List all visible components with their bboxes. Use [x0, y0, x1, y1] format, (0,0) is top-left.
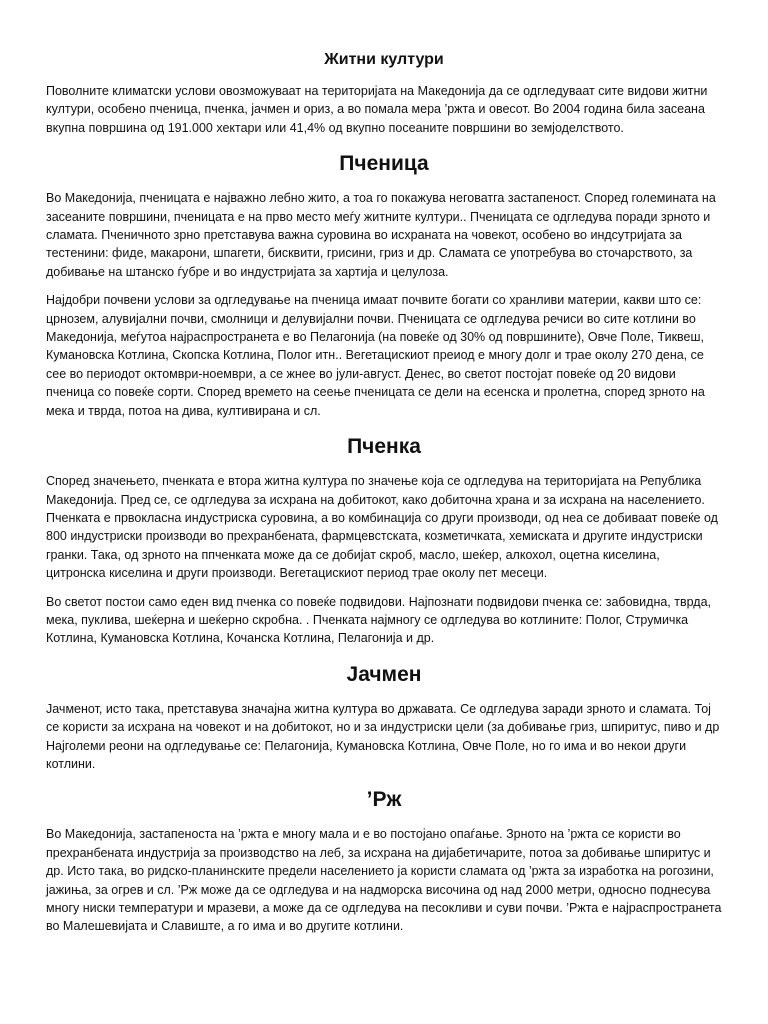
section-heading-rye: ’Рж [366, 788, 402, 812]
corn-paragraph-1: Според значењето, пченката е втора житна култура по значење која се одгледува на територијата на Република Македонија. Пред се, се одгледува за исхрана на добитокот, како добиточна храна и за исхрана на населението. Пченката е првокласна индустриска суровина, а во комбинација со други производи, од неа се добиваат повеќе од 800 индустриски производи во прехранбената, фармцевстската, козметичката, хемиската и другите индустриски гранки. Така, од зрното на ппченката може да се добијат скроб, масло, шеќер, алкохол, оцетна киселина, цитронска киселина и други производи. Вегетацискиот период трае околу пет месеци. [46, 474, 718, 581]
barley-paragraph-1: Јачменот, исто така, претставува значајна житна култура во државата. Се одгледува заради зрното и сламата. Тој се користи за исхрана на човекот и на добитокот, но и за индустриски цели (за добивање гриз, шпиритус, пиво и др Најголеми реони на одгледување се: Пелагонија, Кумановска Котлина, Овче Поле, но го има и во некои други котлини. [46, 701, 720, 771]
wheat-paragraph-1: Во Македонија, пченицата е најважно лебно жито, а тоа го покажува неговатга застапеност. Според големината на засеаните површини, пченицата е на прво место меѓу житните култури.. Пченицата се одгледува поради зрното и сламата. Пченичното зрно претставува важна суровина во исхраната на човекот, особено во индсутријата за тестенини: фиде, макарони, шпагети, бисквити, грисини, гриз и др. Сламата се употребува во сточарството, за добивање на штанско ѓубре и во индустријата за хартија и целулоза. [46, 191, 716, 279]
intro-paragraph: Поволните климатски услови овозможуваат на територијата на Македонија да се одгледуваат сите видови житни култури, особено пченица, пченка, јачмен и ориз, а во помала мера ’ржта и овесот. Во 2004 година била засеана вкупна површина од 191.000 хектари или 41,4% од вкупно посеаните површини во земјоделството. [46, 84, 708, 135]
corn-paragraph-2: Во светот постои само еден вид пченка со повеќе подвидови. Најпознати подвидови пченка се: забовидна, тврда, мека, пуклива, шеќерна и шеќерно скробна. . Пченката најмногу се одгледува во котлините: Полог, Струмичка Котлина, Кумановска Котлина, Кочанска Котлина, Пелагонија и др. [46, 594, 711, 646]
section-heading-corn: Пченка [347, 435, 421, 459]
section-heading-wheat: Пченица [339, 152, 429, 176]
section-heading-barley: Јачмен [346, 662, 422, 686]
document-title: Житни култури [324, 51, 444, 68]
rye-paragraph-1: Во Македонија, застапеноста на ’ржта е многу мала и е во постојано опаѓање. Зрното на ’ржта се користи во прехранбената индустрија за производство на леб, за исхрана на дијабетичарите, потоа за добивање шпиритус и др. Исто така, во ридско-планинските предели населението ја користи сламата од ’ржта за изработка на рогозини, јажиња, за огрев и сл. ’Рж може да се одгледува и на надморска височина од над 2000 метри, односно поднесува многу ниски температури и мразеви, а може да се одгледува на песокливи и суви почви. ’Ржта е најраспространета во Малешевијата и Славиште, а го има и во другите котлини. [46, 827, 722, 934]
document-page [46, 0, 722, 936]
wheat-paragraph-2: Најдобри почвени услови за одгледување на пченица имаат почвите богати со хранливи материи, какви што се: црнозем, алувијални почви, смолници и делувијални почви. Пченицата се одгледува речиси во сите котлини во Македонија, меѓутоа најраспространета е во Пелагонија (на повеќе од 30% од површините), Овче Поле, Тиквеш, Кумановска Котлина, Скопска Котлина, Полог итн.. Вегетацискиот преиод е многу долг и трае околу 270 дена, се сее во периодот октомври-ноември, а се жнее во јули-август. Денес, во светот постојат повеќе од 20 видови пченица со повеќе сорти. Според времето на сеење пченицата се дели на есенска и пролетна, според зрното на мека и тврда, потоа на дива, култивирана и сл. [46, 293, 705, 418]
